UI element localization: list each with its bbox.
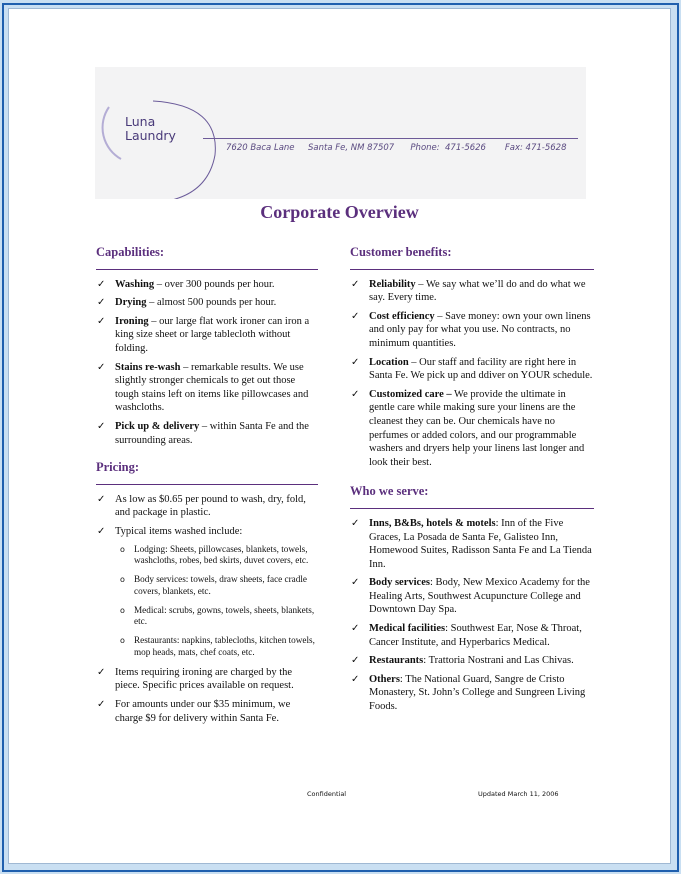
list-item [96,493,318,520]
checkmark-icon: ✓ [97,297,106,309]
checkmark-icon: ✓ [351,278,360,290]
item-text: – Save money: own your own linens and only pay for what you use. No contracts, no minimum quantities. [369,310,591,349]
item-text: – almost 500 pounds per hour. [146,297,277,309]
item-text: : Body, New Mexico Academy for the Healing Arts, Southwest Acupuncture College and Downtown Day Spa. [369,577,590,616]
checkmark-icon: ✓ [351,388,360,400]
item-label: Stains re-wash [115,361,181,373]
item-text: – remarkable results. We use slightly stronger chemicals to get out those tough stains left on items like pillowcases and washcloths. [115,361,309,414]
list-item [96,666,318,693]
checkmark-icon: ✓ [351,517,360,529]
list-item [96,525,318,539]
list-item [350,356,594,383]
letterhead [95,67,586,199]
item-text: : Southwest Ear, Nose & Throat, Cancer Institute, and Hyperbarics Medical. [369,623,582,648]
logo-wordmark [125,115,176,143]
left-column [96,246,318,730]
list-item [350,388,594,470]
checkmark-icon: ✓ [97,361,106,373]
list-item [350,576,594,617]
sub-item-text: Lodging: Sheets, pillowcases, blankets, towels, washcloths, robes, bed skirts, duvet covers, etc. [134,543,309,566]
circle-bullet-icon: o [120,544,125,554]
serve-list [350,517,594,714]
footer-confidential: Confidential [307,790,347,798]
benefits-rule [350,269,594,270]
item-text: – Our staff and facility are right here in Santa Fe. We pick up and ddiver on YOUR schedule. [369,356,593,382]
capabilities-list [96,278,318,448]
item-text: Items requiring ironing are charged by the piece. Specific prices available on request. [115,666,294,692]
list-item [96,361,318,415]
checkmark-icon: ✓ [351,310,360,322]
pricing-rule [96,484,318,485]
item-text: – our large flat work ironer can iron a king size sheet or large tablecloth without folding. [115,315,310,354]
checkmark-icon: ✓ [351,655,360,667]
benefits-list [350,278,594,470]
serve-rule [350,508,594,509]
list-item [96,698,318,725]
item-text: Typical items washed include: [115,525,243,537]
logo-line-2: Laundry [125,128,176,143]
checkmark-icon: ✓ [97,315,106,327]
item-label: Customized care – [369,388,452,400]
item-label: Inns, B&Bs, hotels & motels [369,517,496,529]
list-item [350,673,594,714]
sub-item-text: Restaurants: napkins, tablecloths, kitchen towels, mop heads, mats, chef coats, etc. [134,635,315,658]
footer-updated: Updated March 11, 2006 [478,790,559,798]
logo-line-1: Luna [125,114,156,129]
checkmark-icon: ✓ [351,673,360,685]
sub-list-item [96,574,318,598]
item-text: : Trattoria Nostrani and Las Chivas. [423,655,574,667]
list-item [350,310,594,351]
item-label: Restaurants [369,655,424,667]
sub-list-item [96,605,318,629]
item-label: Drying [115,297,147,309]
checkmark-icon: ✓ [351,356,360,368]
list-item [350,654,594,668]
serve-heading: Who we serve: [350,484,429,499]
pricing-list [96,493,318,726]
pricing-heading: Pricing: [96,460,140,475]
item-label: Medical facilities [369,623,446,635]
item-label: Washing [115,278,155,290]
item-label: Ironing [115,315,149,327]
document-page [8,8,671,864]
item-text: – We say what we’ll do and do what we say. Every time. [369,278,586,304]
circle-bullet-icon: o [120,636,125,646]
list-item [350,278,594,305]
list-item [96,278,318,292]
sub-item-text: Medical: scrubs, gowns, towels, sheets, blankets, etc. [134,604,315,627]
item-text: As low as $0.65 per pound to wash, dry, fold, and package in plastic. [115,493,306,519]
item-text: : The National Guard, Sangre de Cristo Monastery, St. John’s College and Sungreen Living Foods. [369,673,586,713]
item-label: Reliability [369,278,416,290]
letterhead-rule [203,138,578,139]
sub-list-item [96,635,318,659]
letterhead-address: 7620 Baca Lane Santa Fe, NM 87507 Phone: 471-5626 Fax: 471-5628 [226,143,567,153]
list-item [96,315,318,356]
page-title: Corporate Overview [260,202,419,222]
item-text: – over 300 pounds per hour. [154,278,275,290]
sub-item-text: Body services: towels, draw sheets, face cradle covers, blankets, etc. [134,574,307,596]
checkmark-icon: ✓ [97,278,106,290]
item-label: Others [369,673,400,685]
item-text: For amounts under our $35 minimum, we charge $9 for delivery within Santa Fe. [115,699,291,724]
checkmark-icon: ✓ [97,525,106,537]
sub-list-item [96,544,318,568]
list-item [350,622,594,649]
capabilities-heading: Capabilities: [96,245,165,259]
capabilities-rule [96,269,318,270]
item-text: We provide the ultimate in gentle care while making sure your linens are the cleanest they can be. Our chemicals have no perfumes or added colors, and our programmable washers and dryers help your linens last longer and look their best. [369,388,585,468]
right-column [350,246,594,719]
checkmark-icon: ✓ [97,666,106,678]
checkmark-icon: ✓ [97,699,106,711]
item-text: : Inn of the Five Graces, La Posada de Santa Fe, Galisteo Inn, Homewood Suites, Radisson Santa Fe and La Tienda Inn. [369,517,592,570]
checkmark-icon: ✓ [97,493,106,505]
item-label: Body services [369,577,430,589]
circle-bullet-icon: o [120,575,125,585]
circle-bullet-icon: o [120,605,125,615]
benefits-heading: Customer benefits: [350,245,452,259]
list-item [350,517,594,571]
item-label: Pick up & delivery [115,420,200,432]
item-text: – within Santa Fe and the surrounding areas. [115,420,309,446]
checkmark-icon: ✓ [97,420,106,432]
checkmark-icon: ✓ [351,577,360,589]
checkmark-icon: ✓ [351,623,360,635]
list-item [96,296,318,310]
item-label: Cost efficiency [369,310,435,322]
list-item [96,420,318,447]
item-label: Location [369,356,409,368]
